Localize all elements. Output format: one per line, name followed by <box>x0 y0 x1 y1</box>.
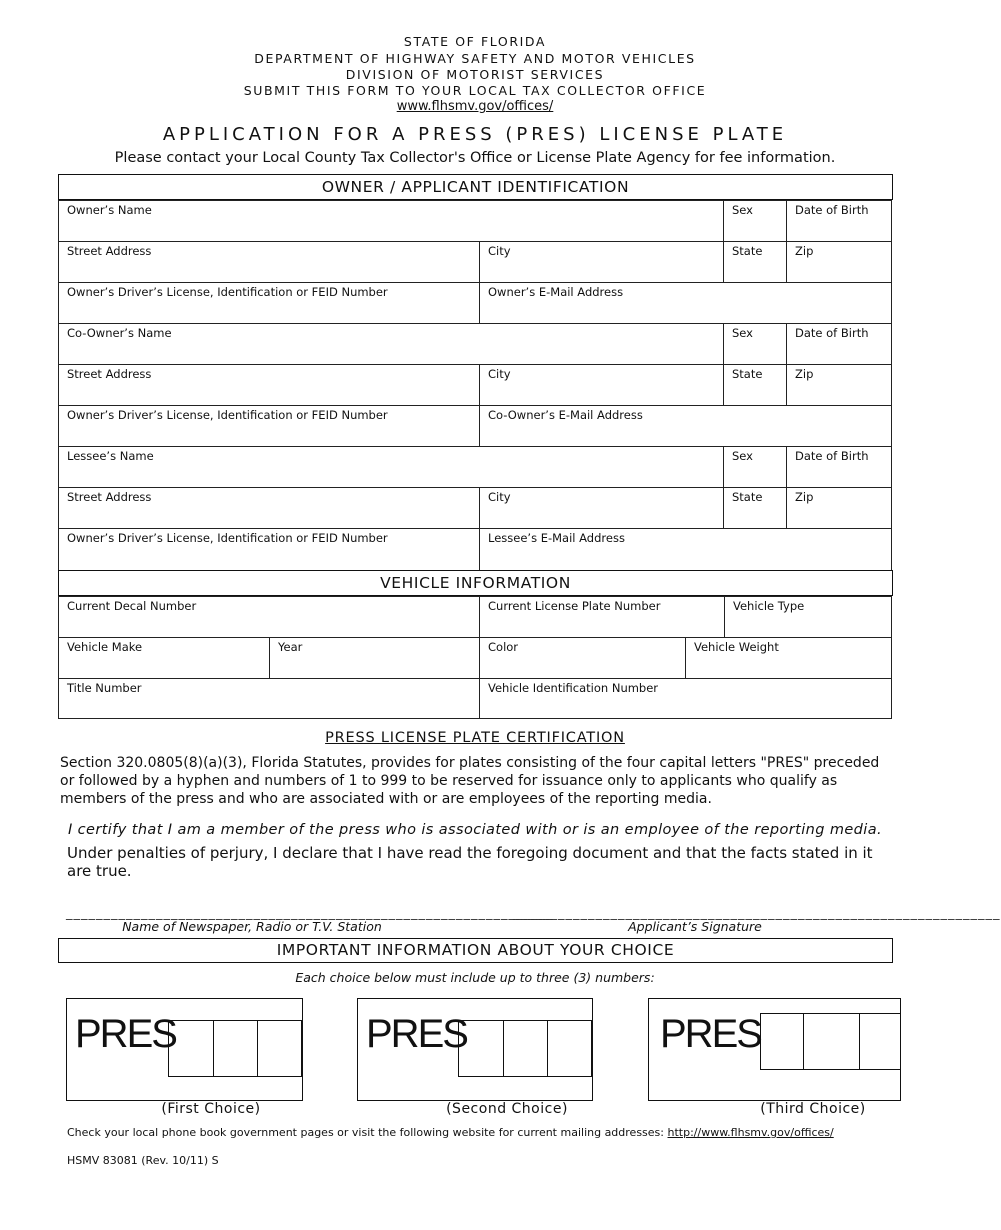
choice-section-heading: IMPORTANT INFORMATION ABOUT YOUR CHOICE <box>58 938 893 963</box>
footer-url-link[interactable]: http://www.flhsmv.gov/offices/ <box>667 1126 834 1139</box>
second-choice-digit-2[interactable] <box>503 1020 548 1077</box>
lessee-dob-field[interactable]: Date of Birth <box>786 446 892 488</box>
vehicle-year-field[interactable]: Year <box>269 637 480 679</box>
second-choice-digit-1[interactable] <box>458 1020 504 1077</box>
department-name: DEPARTMENT OF HIGHWAY SAFETY AND MOTOR VEHICLES <box>254 51 696 66</box>
statute-paragraph: Section 320.0805(8)(a)(3), Florida Statutes, provides for plates consisting of the four capital letters "PRES" preceded or followed by a hyphen and numbers of 1 to 999 to be reserved for issuance only to applicants who qualify as members of the press and who are associated with or are employees of the reporting media. <box>60 755 880 807</box>
first-choice-digit-3[interactable] <box>257 1020 302 1077</box>
owner-sex-field[interactable]: Sex <box>723 200 787 242</box>
third-choice-label: (Third Choice) <box>760 1101 866 1117</box>
form-id: HSMV 83081 (Rev. 10/11) S <box>67 1154 219 1167</box>
certify-statement: I certify that I am a member of the press who is associated with or is an employee of the reporting media. <box>67 822 883 838</box>
lessee-zip-field[interactable]: Zip <box>786 487 892 529</box>
second-choice-digit-3[interactable] <box>547 1020 592 1077</box>
coowner-state-field[interactable]: State <box>723 364 787 406</box>
coowner-dob-field[interactable]: Date of Birth <box>786 323 892 365</box>
pres-prefix-3: PRES <box>660 1012 761 1056</box>
pres-prefix-2: PRES <box>366 1012 467 1056</box>
owner-section-heading: OWNER / APPLICANT IDENTIFICATION <box>58 174 893 200</box>
perjury-statement: Under penalties of perjury, I declare that I have read the foregoing document and that the facts stated in it are true. <box>67 844 873 880</box>
newspaper-signature-line[interactable]: _________________________________________________________________ <box>66 906 554 921</box>
third-choice-digit-3[interactable] <box>859 1013 901 1070</box>
third-choice-digit-1[interactable] <box>760 1013 804 1070</box>
newspaper-caption: Name of Newspaper, Radio or T.V. Station <box>122 919 382 934</box>
lessee-dl-field[interactable]: Owner’s Driver’s License, Identification or FEID Number <box>58 528 480 571</box>
applicant-signature-line[interactable]: _________________________________________________________________ <box>513 906 1001 921</box>
pres-prefix-1: PRES <box>75 1012 176 1056</box>
offices-link[interactable]: www.flhsmv.gov/offices/ <box>396 99 554 114</box>
decal-number-field[interactable]: Current Decal Number <box>58 596 480 638</box>
vehicle-color-field[interactable]: Color <box>479 637 686 679</box>
division-name: DIVISION OF MOTORIST SERVICES <box>345 67 605 82</box>
owner-state-field[interactable]: State <box>723 241 787 283</box>
state-name: STATE OF FLORIDA <box>403 34 547 49</box>
coowner-dl-field[interactable]: Owner’s Driver’s License, Identification or FEID Number <box>58 405 480 447</box>
owner-email-field[interactable]: Owner’s E-Mail Address <box>479 282 892 324</box>
lessees-name-field[interactable]: Lessee’s Name <box>58 446 724 488</box>
title-number-field[interactable]: Title Number <box>58 678 480 719</box>
vehicle-type-field[interactable]: Vehicle Type <box>724 596 892 638</box>
lessee-street-field[interactable]: Street Address <box>58 487 480 529</box>
lessee-sex-field[interactable]: Sex <box>723 446 787 488</box>
third-choice-plate <box>648 998 901 1101</box>
signature-caption: Applicant’s Signature <box>628 919 762 934</box>
lessee-email-field[interactable]: Lessee’s E-Mail Address <box>479 528 892 571</box>
coowner-city-field[interactable]: City <box>479 364 724 406</box>
lessee-city-field[interactable]: City <box>479 487 724 529</box>
submit-instruction: SUBMIT THIS FORM TO YOUR LOCAL TAX COLLECTOR OFFICE <box>243 83 707 98</box>
vehicle-make-field[interactable]: Vehicle Make <box>58 637 270 679</box>
first-choice-plate <box>66 998 303 1101</box>
lessee-state-field[interactable]: State <box>723 487 787 529</box>
fee-info: Please contact your Local County Tax Collector's Office or License Plate Agency for fee information. <box>114 150 836 166</box>
owner-dl-field[interactable]: Owner’s Driver’s License, Identification or FEID Number <box>58 282 480 324</box>
vin-field[interactable]: Vehicle Identification Number <box>479 678 892 719</box>
second-choice-label: (Second Choice) <box>446 1101 568 1117</box>
certification-heading: PRESS LICENSE PLATE CERTIFICATION <box>325 730 625 746</box>
owner-city-field[interactable]: City <box>479 241 724 283</box>
coowner-street-field[interactable]: Street Address <box>58 364 480 406</box>
plate-number-field[interactable]: Current License Plate Number <box>479 596 725 638</box>
first-choice-digit-2[interactable] <box>213 1020 258 1077</box>
coowner-sex-field[interactable]: Sex <box>723 323 787 365</box>
coowner-zip-field[interactable]: Zip <box>786 364 892 406</box>
owners-name-field[interactable]: Owner’s Name <box>58 200 724 242</box>
first-choice-digit-1[interactable] <box>168 1020 214 1077</box>
second-choice-plate <box>357 998 593 1101</box>
vehicle-section-heading: VEHICLE INFORMATION <box>58 570 893 596</box>
owner-dob-field[interactable]: Date of Birth <box>786 200 892 242</box>
choice-instruction: Each choice below must include up to three (3) numbers: <box>295 970 655 985</box>
owner-zip-field[interactable]: Zip <box>786 241 892 283</box>
coowners-name-field[interactable]: Co-Owner’s Name <box>58 323 724 365</box>
coowner-email-field[interactable]: Co-Owner’s E-Mail Address <box>479 405 892 447</box>
vehicle-weight-field[interactable]: Vehicle Weight <box>685 637 892 679</box>
third-choice-digit-2[interactable] <box>803 1013 860 1070</box>
owner-street-field[interactable]: Street Address <box>58 241 480 283</box>
first-choice-label: (First Choice) <box>161 1101 261 1117</box>
form-title: APPLICATION FOR A PRESS (PRES) LICENSE PLATE <box>162 124 788 145</box>
footer-note: Check your local phone book government pages or visit the following website for current mailing addresses: <box>67 1126 664 1139</box>
